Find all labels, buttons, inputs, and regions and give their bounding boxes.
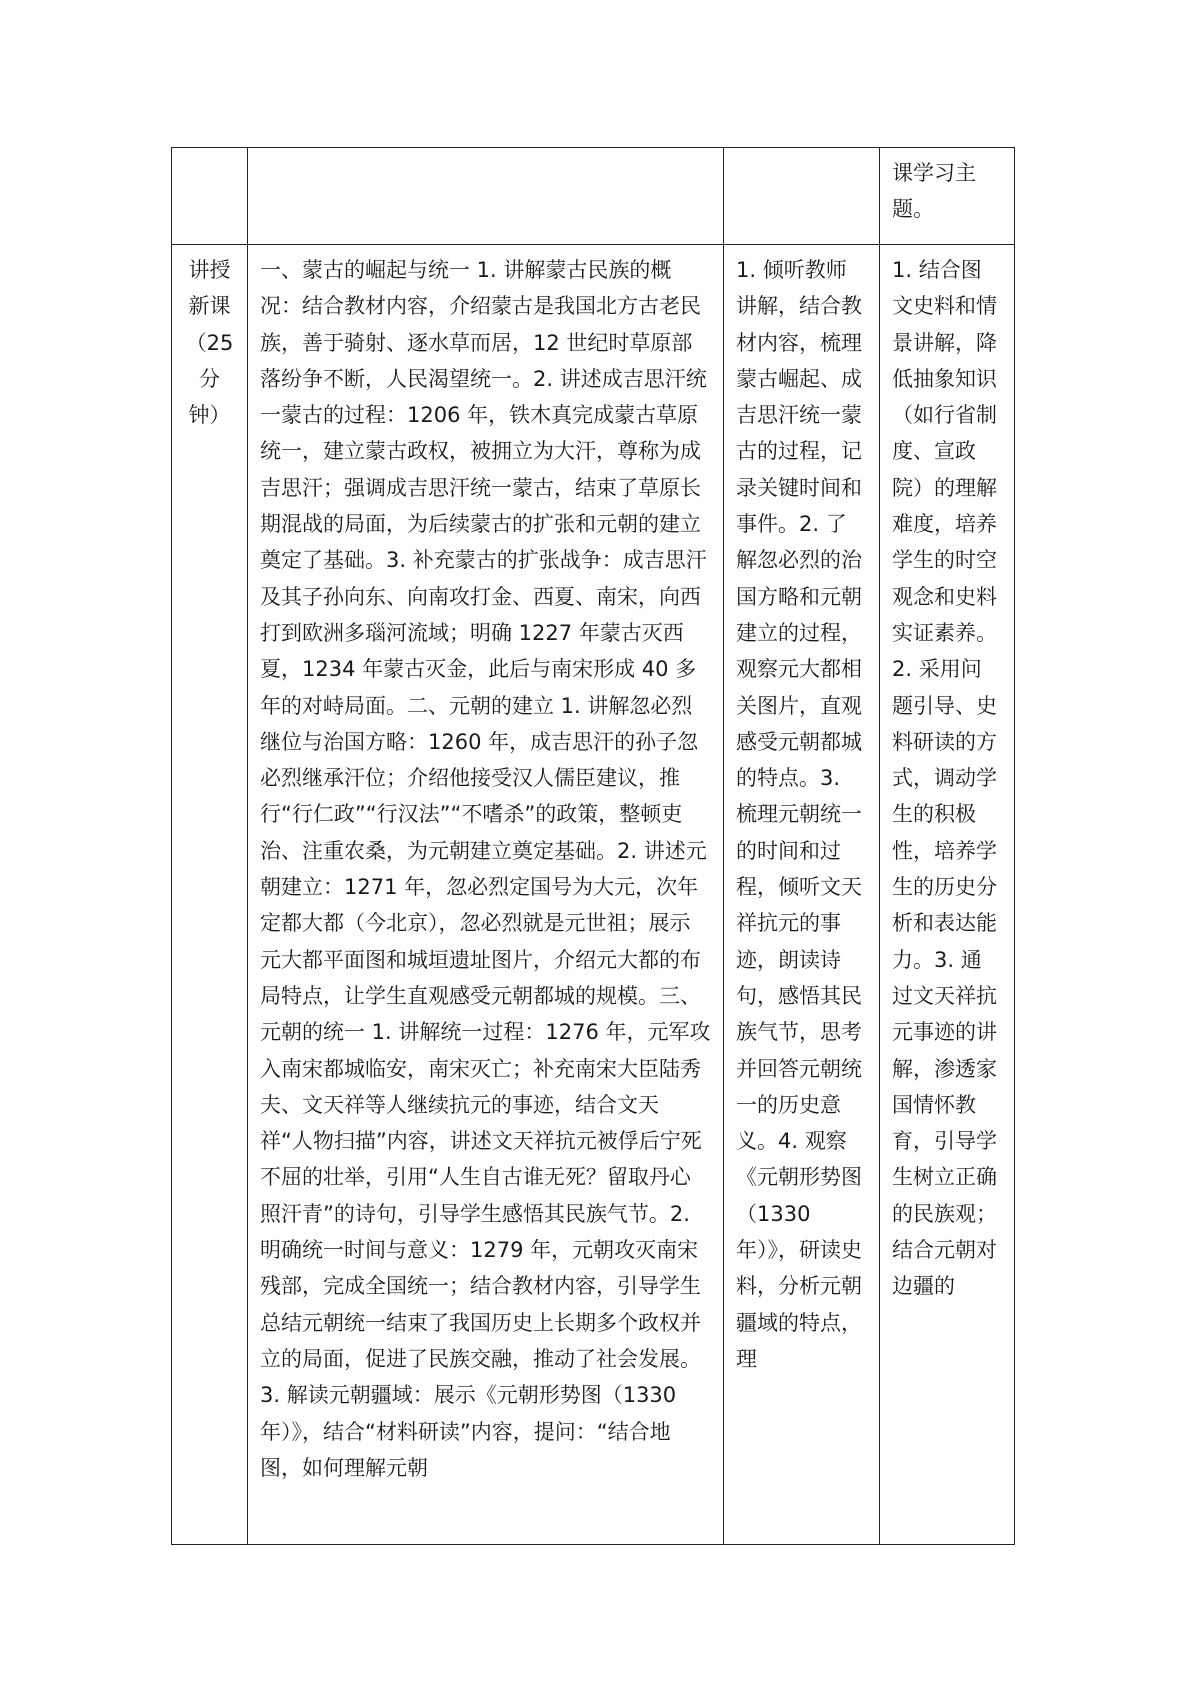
cell-intent-continued [880, 148, 1015, 245]
teacher-activity-text: 一、蒙古的崛起与统一 1. 讲解蒙古民族的概况：结合教材内容，介绍蒙古是我国北方古老民族，善于骑射、逐水草而居，12 世纪时草原部落纷争不断，人民渴望统一。2. 讲述成吉思汗统一蒙古的过程：1206 年，铁木真完成蒙古草原统一，建立蒙古政权，被拥立为大汗，尊称为成吉思汗；强调成吉思汗统一蒙古，结束了草原长期混战的局面，为后续蒙古的扩张和元朝的建立奠定了基础。3. 补充蒙古的扩张战争：成吉思汗及其子孙向东、向南攻打金、西夏、南宋，向西打到欧洲多瑙河流域；明确 1227 年蒙古灭西夏，1234 年蒙古灭金，此后与南宋形成 40 多年的对峙局面。二、元朝的建立 1. 讲解忽必烈继位与治国方略：1260 年，成吉思汗的孙子忽必烈继承汗位；介绍他接受汉人儒臣建议，推行“行仁政”“行汉法”“不嗜杀”的政策，整顿吏治、注重农桑，为元朝建立奠定基础。2. 讲述元朝建立：1271 年，忽必烈定国号为大元，次年定都大都（今北京），忽必烈就是元世祖；展示元大都平面图和城垣遗址图片，介绍元大都的布局特点，让学生直观感受元朝都城的规模。三、元朝的统一 1. 讲解统一过程：1276 年，元军攻入南宋都城临安，南宋灭亡；补充南宋大臣陆秀夫、文天祥等人继续抗元的事迹，结合文天祥“人物扫描”内容，讲述文天祥抗元被俘后宁死不屈的壮举，引用“人生自古谁无死？留取丹心照汗青”的诗句，引导学生感悟其民族气节。2. 明确统一时间与意义：1279 年，元朝攻灭南宋残部，完成全国统一；结合教材内容，引导学生总结元朝统一结束了我国历史上长期多个政权并立的局面，促进了民族交融，推动了社会发展。3. 解读元朝疆域：展示《元朝形势图（1330 年）》，结合“材料研读”内容，提问：“结合地图，如何理解元朝 [260, 258, 711, 1480]
cell-text: 课学习主题。 [892, 161, 976, 222]
table-row-new-lesson [172, 245, 1015, 1545]
cell-teacher-continued [248, 148, 724, 245]
cell-design-intent [880, 245, 1015, 1545]
cell-teacher-activity [248, 245, 724, 1545]
cell-student-activity [724, 245, 880, 1545]
cell-student-continued [724, 148, 880, 245]
stage-label: 讲授新课（25分钟） [185, 258, 234, 428]
design-intent-text: 1. 结合图文史料和情景讲解，降低抽象知识（如行省制度、宣政院）的理解难度，培养学生的时空观念和史料实证素养。2. 采用问题引导、史料研读的方式，调动学生的积极性，培养学生的历史分析和表达能力。3. 通过文天祥抗元事迹的讲解，渗透家国情怀教育，引导学生树立正确的民族观；结合元朝对边疆的 [892, 258, 997, 1299]
student-activity-text: 1. 倾听教师讲解，结合教材内容，梳理蒙古崛起、成吉思汗统一蒙古的过程，记录关键时间和事件。2. 了解忽必烈的治国方略和元朝建立的过程，观察元大都相关图片，直观感受元朝都城的特点。3. 梳理元朝统一的时间和过程，倾听文天祥抗元的事迹，朗读诗句，感悟其民族气节，思考并回答元朝统一的历史意义。4. 观察《元朝形势图（1330 年）》，研读史料，分析元朝疆域的特点，理 [736, 258, 862, 1371]
table-row-continued [172, 148, 1015, 245]
cell-stage [172, 245, 248, 1545]
cell-stage-continued [172, 148, 248, 245]
lesson-plan-table [171, 147, 1015, 1545]
